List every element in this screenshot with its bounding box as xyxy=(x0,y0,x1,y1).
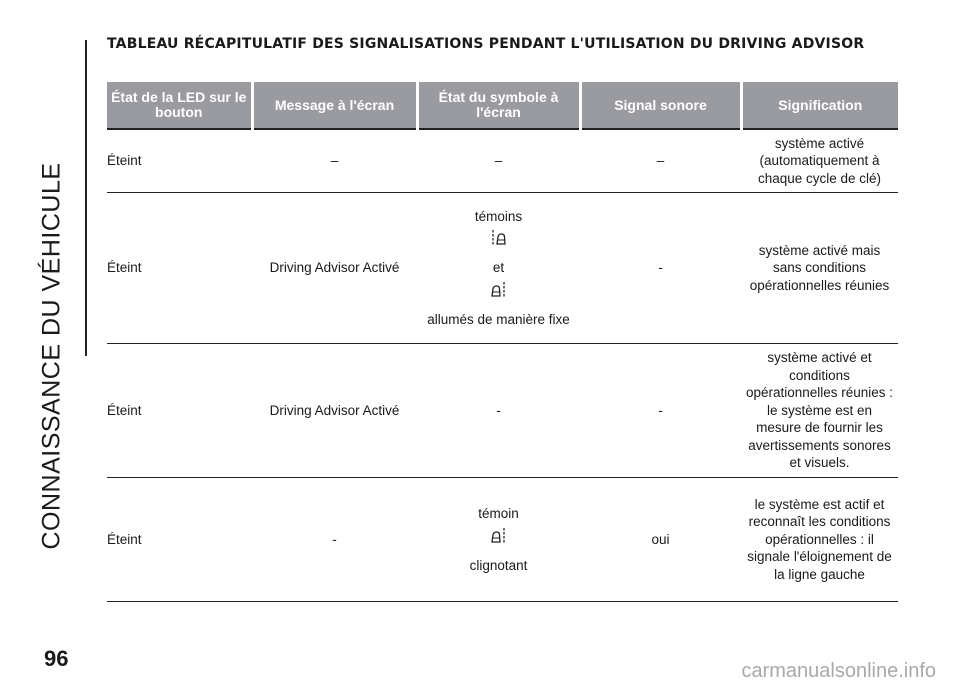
cell-sound: – xyxy=(580,129,741,193)
cell-meaning: système activé et conditions opérationnelles réunies : le système est en mesure de fournir les avertissements sonores et visuels. xyxy=(741,344,898,478)
symbol-label-top: témoin xyxy=(478,506,519,521)
signals-table xyxy=(107,82,898,602)
cell-sound: - xyxy=(580,193,741,344)
side-chapter-title-text: CONNAISSANCE DU VÉHICULE xyxy=(37,162,66,550)
header-symbol-state: État du symbole à l'écran xyxy=(417,82,580,129)
cell-message: Driving Advisor Activé xyxy=(252,193,417,344)
symbol-label-bottom: clignotant xyxy=(469,557,528,573)
cell-meaning: le système est actif et reconnaît les conditions opérationnelles : il signale l'éloignement de la ligne gauche xyxy=(741,478,898,602)
lane-departure-right-icon xyxy=(421,229,576,251)
cell-led: Éteint xyxy=(107,193,252,344)
cell-meaning: système activé (automatiquement à chaque cycle de clé) xyxy=(741,129,898,193)
cell-led: Éteint xyxy=(107,344,252,478)
watermark: carmanualsonline.info xyxy=(741,660,936,682)
lane-departure-left-icon xyxy=(421,527,576,549)
cell-led: Éteint xyxy=(107,129,252,193)
page-number: 96 xyxy=(44,646,69,671)
table-row xyxy=(107,193,898,344)
cell-message: Driving Advisor Activé xyxy=(252,344,417,478)
cell-led: Éteint xyxy=(107,478,252,602)
cell-sound: - xyxy=(580,344,741,478)
header-sound: Signal sonore xyxy=(580,82,741,129)
symbol-label-mid: et xyxy=(492,260,505,276)
lane-departure-left-icon xyxy=(421,281,576,303)
symbol-label-top: témoins xyxy=(474,208,523,224)
table-row xyxy=(107,478,898,602)
table-header-row xyxy=(107,82,898,129)
table-row xyxy=(107,344,898,478)
table-row xyxy=(107,129,898,193)
cell-message: - xyxy=(252,478,417,602)
page-title: TABLEAU RÉCAPITULATIF DES SIGNALISATIONS PENDANT L'UTILISATION DU DRIVING ADVISOR xyxy=(107,36,865,52)
cell-symbol xyxy=(417,193,580,344)
cell-symbol: - xyxy=(417,344,580,478)
symbol-label-bottom: allumés de manière fixe xyxy=(427,311,570,327)
side-divider xyxy=(85,40,87,356)
cell-meaning: système activé mais sans conditions opérationnelles réunies xyxy=(741,193,898,344)
header-led-state: État de la LED sur le bouton xyxy=(107,82,252,129)
header-message: Message à l'écran xyxy=(252,82,417,129)
cell-symbol xyxy=(417,478,580,602)
cell-symbol: – xyxy=(417,129,580,193)
header-meaning: Signification xyxy=(741,82,898,129)
cell-sound: oui xyxy=(580,478,741,602)
cell-message: – xyxy=(252,129,417,193)
